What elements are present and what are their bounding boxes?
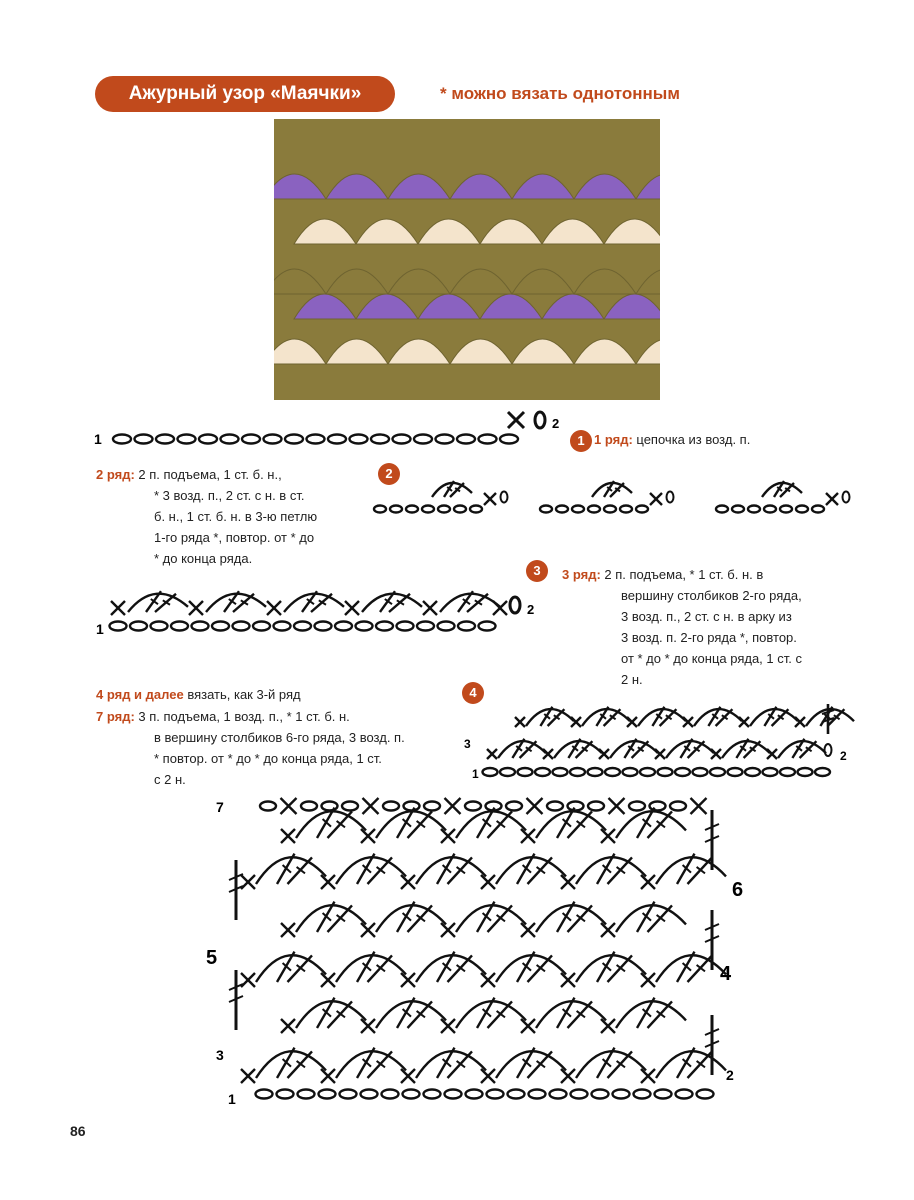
big-chart-row3-label: 3 bbox=[216, 1047, 224, 1063]
row2-line-1: * 3 возд. п., 2 ст. с н. в ст. bbox=[154, 488, 305, 503]
row2-line-2: б. н., 1 ст. б. н. в 3-ю петлю bbox=[154, 509, 318, 524]
row7-label: 7 ряд: bbox=[96, 709, 135, 724]
big-chart-row7-label: 7 bbox=[216, 799, 224, 815]
big-chart-row5-label: 5 bbox=[206, 947, 218, 969]
row4-chart-row3-number: 3 bbox=[464, 737, 471, 751]
big-chart-row4-label: 4 bbox=[720, 963, 732, 985]
page-number: 86 bbox=[70, 1123, 86, 1139]
row4-chart bbox=[460, 684, 860, 784]
big-chart-row6-label: 6 bbox=[732, 879, 744, 901]
row7-instruction bbox=[96, 706, 350, 727]
row4-instruction bbox=[96, 684, 301, 705]
row1-start-number: 1 bbox=[94, 431, 102, 447]
row1-text: цепочка из возд. п. bbox=[636, 432, 751, 447]
row1-badge: 1 bbox=[570, 430, 592, 452]
row4-label: 4 ряд и далее bbox=[96, 687, 184, 702]
row4-chart-row2-number: 2 bbox=[840, 749, 847, 763]
row2-label: 2 ряд: bbox=[96, 467, 135, 482]
big-chart-row1-label: 1 bbox=[228, 1091, 236, 1107]
row3-line-1: вершину столбиков 2-го ряда, bbox=[621, 588, 802, 603]
row3-line-4: от * до * до конца ряда, 1 ст. с bbox=[621, 651, 802, 666]
row2-chart-end-number: 2 bbox=[527, 602, 535, 617]
row7-line-1: в вершину столбиков 6-го ряда, 3 возд. п. bbox=[154, 730, 405, 745]
row4-badge: 4 bbox=[462, 682, 484, 704]
row2-chart bbox=[92, 570, 542, 636]
row3-badge: 3 bbox=[526, 560, 548, 582]
row3-line-3: 3 возд. п. 2-го ряда *, повтор. bbox=[621, 630, 797, 645]
row2-instruction bbox=[96, 464, 282, 485]
row3-line-2: 3 возд. п., 2 ст. с н. в арку из bbox=[621, 609, 792, 624]
knitted-sample-photo bbox=[274, 119, 660, 400]
single-color-note: * можно вязать однотонным bbox=[440, 84, 680, 103]
row3-instruction bbox=[562, 564, 763, 585]
row1-instruction bbox=[594, 429, 750, 450]
row7-line-3: с 2 н. bbox=[154, 772, 186, 787]
row2-step-diagrams bbox=[370, 465, 860, 520]
row1-label: 1 ряд: bbox=[594, 432, 633, 447]
row2-line-0: 2 п. подъема, 1 ст. б. н., bbox=[138, 467, 282, 482]
row4-chart-row1-number: 1 bbox=[472, 767, 479, 781]
row1-chain-diagram bbox=[90, 402, 600, 452]
row7-line-2: * повтор. от * до * до конца ряда, 1 ст. bbox=[154, 751, 382, 766]
row2-chart-start-number: 1 bbox=[96, 621, 104, 636]
row7-line-0: 3 п. подъема, 1 возд. п., * 1 ст. б. н. bbox=[138, 709, 350, 724]
row2-line-4: * до конца ряда. bbox=[154, 551, 253, 566]
full-pattern-chart bbox=[200, 790, 760, 1110]
row1-end-number: 2 bbox=[552, 416, 560, 431]
row2-line-3: 1-го ряда *, повтор. от * до bbox=[154, 530, 315, 545]
big-chart-row2-label: 2 bbox=[726, 1067, 734, 1083]
pattern-title: Ажурный узор «Маячки» bbox=[95, 76, 395, 112]
row3-label: 3 ряд: bbox=[562, 567, 601, 582]
turn-x-icon bbox=[508, 412, 524, 428]
row2-badge: 2 bbox=[378, 463, 400, 485]
row3-line-0: 2 п. подъема, * 1 ст. б. н. в bbox=[604, 567, 764, 582]
row3-line-5: 2 н. bbox=[621, 672, 643, 687]
row4-text: вязать, как 3-й ряд bbox=[187, 687, 301, 702]
